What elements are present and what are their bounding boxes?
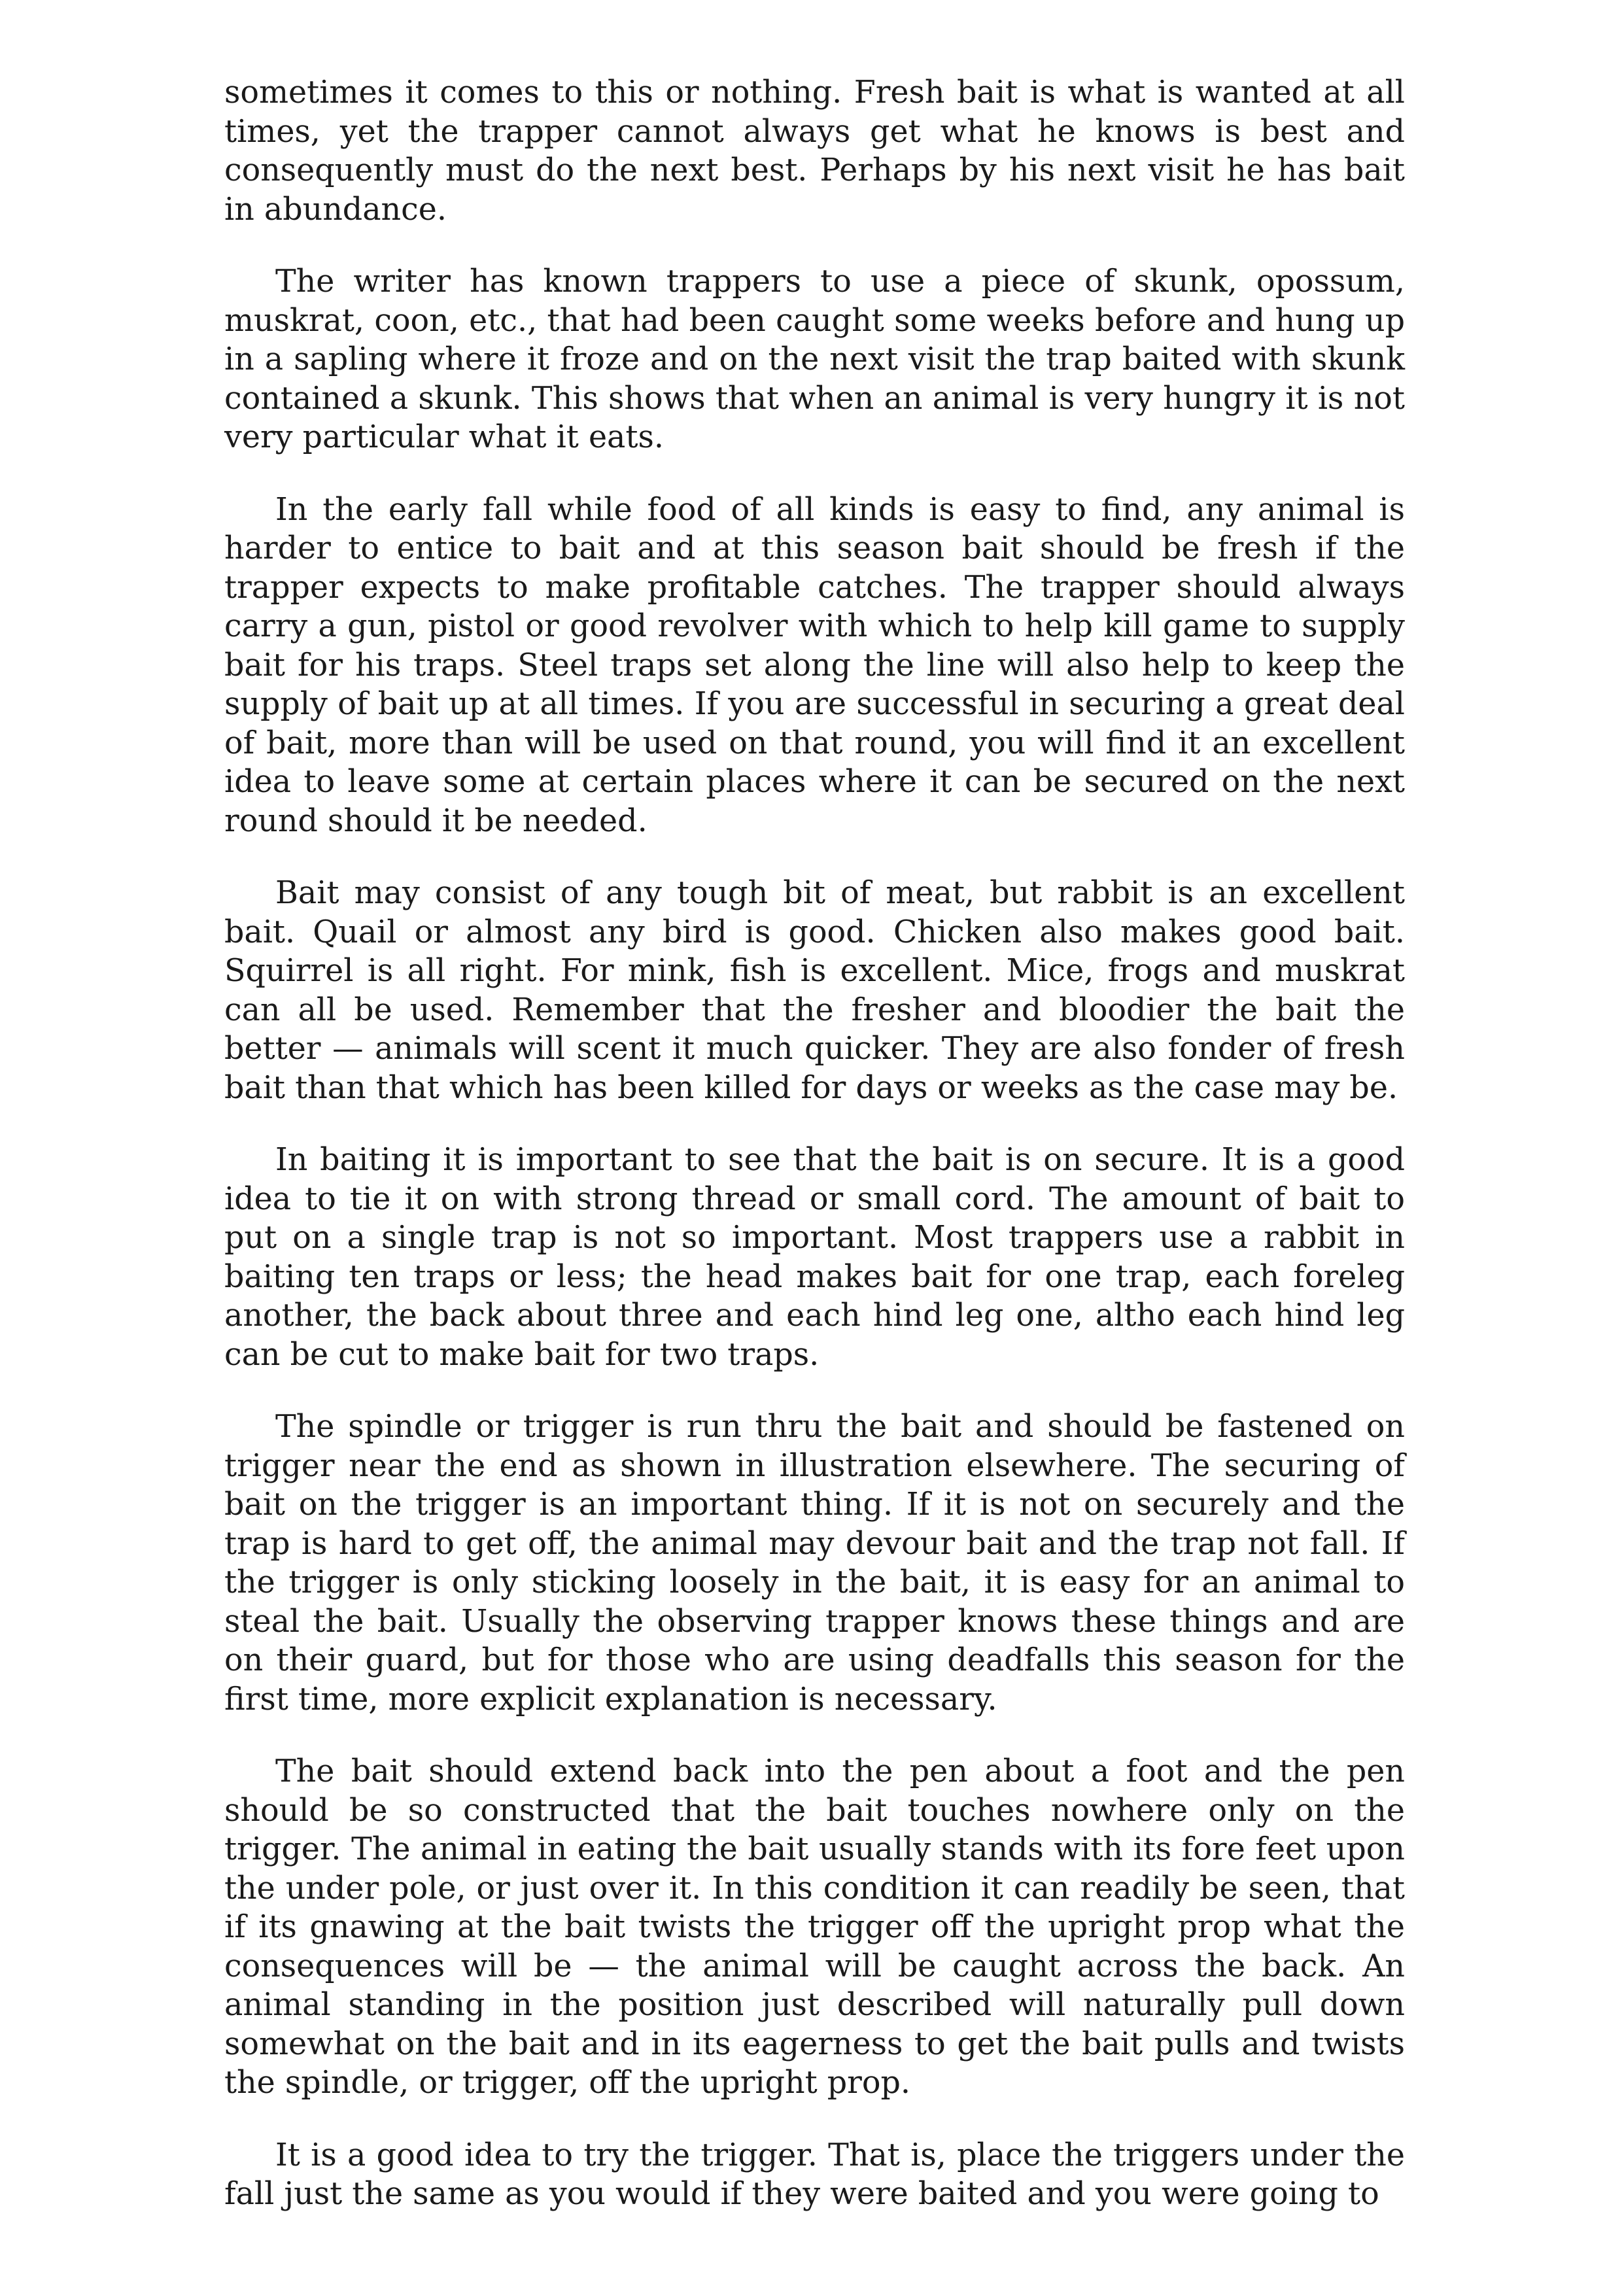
paragraph-7: The bait should extend back into the pen about a foot and the pen should be so constructed that the bait touches nowhere only on the trigger. The animal in eating the bait usually stands with its fore feet upon the under pole, or just over it. In this condition it can readily be seen, that if its gnawing at the bait twists the trigger off the upright prop what the consequences will be — the animal will be caught across the back. An animal standing in the position just described will naturally pull down somewhat on the bait and in its eagerness to get the bait pulls and twists the spindle, or trigger, off the upright prop.: [224, 1753, 1405, 2101]
paragraph-4: Bait may consist of any tough bit of meat, but rabbit is an excellent bait. Quail or almost any bird is good. Chicken also makes good bait. Squirrel is all right. For mink, fish is excellent. Mice, frogs and muskrat can all be used. Remember that the fresher and bloodier the bait the better — animals will scent it much quicker. They are also fonder of fresh bait than that which has been killed for days or weeks as the case may be.: [224, 875, 1405, 1106]
paragraph-5: In baiting it is important to see that the bait is on secure. It is a good idea to tie it on with strong thread or small cord. The amount of bait to put on a single trap is not so important. Most trappers use a rabbit in baiting ten traps or less; the head makes bait for one trap, each foreleg another, the back about three and each hind leg one, altho each hind leg can be cut to make bait for two traps.: [224, 1142, 1405, 1373]
page-body: [224, 73, 1405, 2214]
paragraph-3: In the early fall while food of all kinds is easy to find, any animal is harder to entice to bait and at this season bait should be fresh if the trapper expects to make profitable catches. The trapper should always carry a gun, pistol or good revolver with which to help kill game to supply bait for his traps. Steel traps set along the line will also help to keep the supply of bait up at all times. If you are successful in securing a great deal of bait, more than will be used on that round, you will find it an excellent idea to leave some at certain places where it can be secured on the next round should it be needed.: [224, 491, 1405, 839]
paragraph-2: The writer has known trappers to use a piece of skunk, opossum, muskrat, coon, etc., that had been caught some weeks before and hung up in a sapling where it froze and on the next visit the trap baited with skunk contained a skunk. This shows that when an animal is very hungry it is not very particular what it eats.: [224, 264, 1405, 455]
paragraph-8: It is a good idea to try the trigger. That is, place the triggers under the fall just the same as you would if they were baited and you were going to: [224, 2137, 1405, 2212]
paragraph-6: The spindle or trigger is run thru the bait and should be fastened on trigger near the end as shown in illustration elsewhere. The securing of bait on the trigger is an important thing. If it is not on securely and the trap is hard to get off, the animal may devour bait and the trap not fall. If the trigger is only sticking loosely in the bait, it is easy for an animal to steal the bait. Usually the observing trapper knows these things and are on their guard, but for those who are using deadfalls this season for the first time, more explicit explanation is necessary.: [224, 1409, 1405, 1717]
paragraph-1: sometimes it comes to this or nothing. Fresh bait is what is wanted at all times, yet the trapper cannot always get what he knows is best and consequently must do the next best. Perhaps by his next visit he has bait in abundance.: [224, 75, 1405, 228]
